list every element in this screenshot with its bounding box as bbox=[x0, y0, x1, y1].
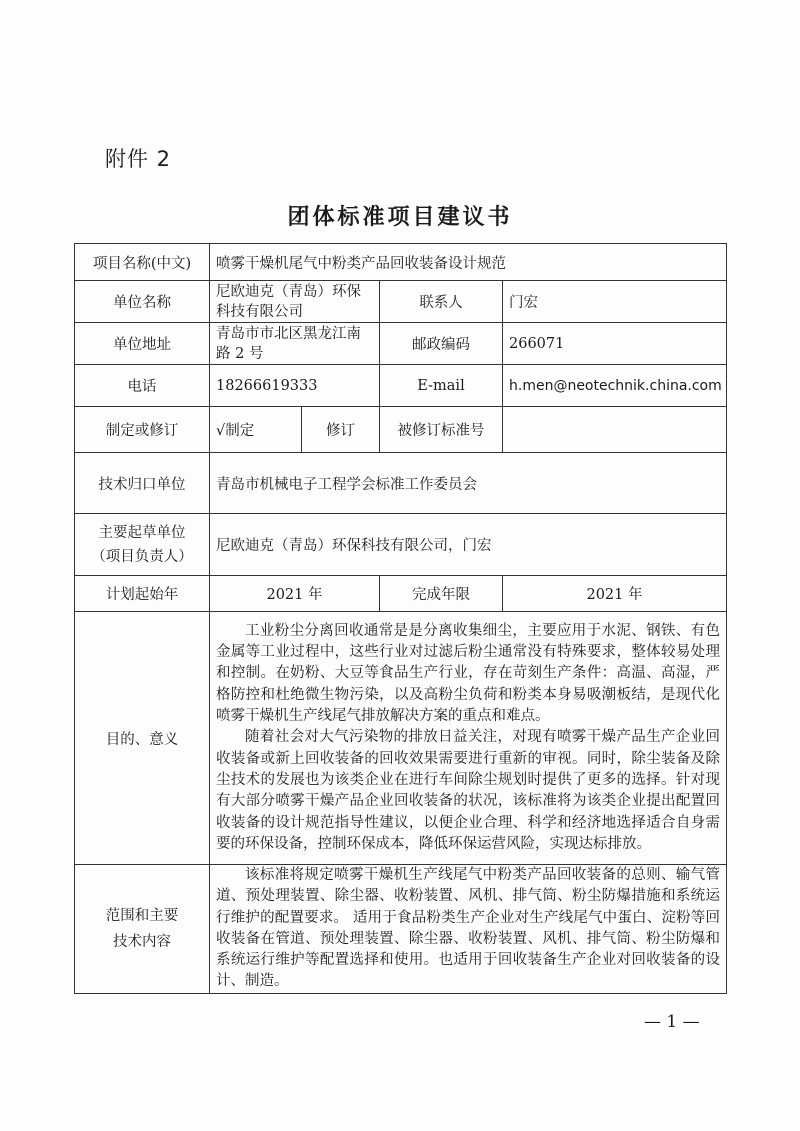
plan-start-value: 2021 年 bbox=[210, 576, 380, 612]
row-tech-unit bbox=[75, 453, 727, 514]
scope-label bbox=[75, 865, 210, 994]
row-scope bbox=[75, 865, 727, 994]
contact-value: 门宏 bbox=[503, 281, 727, 323]
purpose-paragraph-1: 工业粉尘分离回收通常是是分离收集细尘，主要应用于水泥、钢铁、有色金属等工业过程中，这些行业对过滤后粉尘通常没有特殊要求，整体较易处理和控制。在奶粉、大豆等食品生产行业，存在苛刻生产条件：高温、高湿，严格防控和杜绝微生物污染，以及高粉尘负荷和粉类本身易吸潮板结，是现代化喷雾干燥机生产线尾气排放解决方案的重点和难点。 bbox=[216, 622, 720, 725]
row-address bbox=[75, 323, 727, 365]
email-label: E-mail bbox=[380, 365, 503, 407]
revise-option-create: √制定 bbox=[210, 407, 302, 453]
revise-option-revise: 修订 bbox=[302, 407, 380, 453]
postcode-label: 邮政编码 bbox=[380, 323, 503, 365]
drafter-label bbox=[75, 514, 210, 576]
tech-unit-label: 技术归口单位 bbox=[75, 453, 210, 514]
plan-start-label: 计划起始年 bbox=[75, 576, 210, 612]
drafter-label-line2: （项目负责人） bbox=[91, 548, 193, 565]
scope-content bbox=[210, 865, 727, 994]
project-name-label: 项目名称(中文) bbox=[75, 244, 210, 281]
unit-name-label: 单位名称 bbox=[75, 281, 210, 323]
purpose-content bbox=[210, 612, 727, 865]
scope-paragraph-1: 该标准将规定喷雾干燥机生产线尾气中粉类产品回收装备的总则、输气管道、预处理装置、除尘器、收粉装置、风机、排气筒、粉尘防爆措施和系统运行维护的配置要求。 适用于食品粉类生产企业对生产线尾气中蛋白、淀粉等回收装备在管道、预处理装置、除尘器、收粉装置、风机、排气筒、粉尘防爆和系统运行维护等配置选择和使用。也适用于回收装备生产企业对回收装备的设计、制造。 bbox=[216, 867, 720, 990]
proposal-form-table bbox=[74, 243, 727, 994]
purpose-paragraph-2: 随着社会对大气污染物的排放日益关注，对现有喷雾干燥产品生产企业回收装备或新上回收装备的回收效果需要进行重新的审视。同时，除尘装备及除尘技术的发展也为该类企业在进行车间除尘规划时提供了更多的选择。针对现有大部分喷雾干燥产品企业回收装备的状况，该标准将为该类企业提出配置回收装备的设计规范指导性建议，以便企业合理、科学和经济地选择适合自身需要的环保设备，控制环保成本，降低环保运营风险，实现达标排放。 bbox=[216, 729, 720, 852]
drafter-value: 尼欧迪克（青岛）环保科技有限公司，门宏 bbox=[210, 514, 727, 576]
phone-value: 18266619333 bbox=[210, 365, 380, 407]
document-title: 团体标准项目建议书 bbox=[287, 205, 513, 230]
row-unit-name bbox=[75, 281, 727, 323]
contact-label: 联系人 bbox=[380, 281, 503, 323]
row-plan bbox=[75, 576, 727, 612]
email-value: h.men@neotechnik.china.com bbox=[503, 365, 727, 407]
page-number: — 1 — bbox=[644, 1012, 700, 1032]
address-value: 青岛市市北区黑龙江南路 2 号 bbox=[210, 323, 380, 365]
address-label: 单位地址 bbox=[75, 323, 210, 365]
revised-std-label: 被修订标准号 bbox=[380, 407, 503, 453]
tech-unit-value: 青岛市机械电子工程学会标准工作委员会 bbox=[210, 453, 727, 514]
attachment-label: 附件 2 bbox=[105, 147, 172, 171]
unit-name-value: 尼欧迪克（青岛）环保科技有限公司 bbox=[210, 281, 380, 323]
row-purpose bbox=[75, 612, 727, 865]
scope-label-line1: 范围和主要 bbox=[105, 907, 179, 924]
row-project-name bbox=[75, 244, 727, 281]
project-name-value: 喷雾干燥机尾气中粉类产品回收装备设计规范 bbox=[210, 244, 727, 281]
postcode-value: 266071 bbox=[503, 323, 727, 365]
revised-std-value bbox=[503, 407, 727, 453]
row-revise bbox=[75, 407, 727, 453]
revise-label: 制定或修订 bbox=[75, 407, 210, 453]
drafter-label-line1: 主要起草单位 bbox=[98, 524, 186, 541]
finish-value: 2021 年 bbox=[503, 576, 727, 612]
row-drafter bbox=[75, 514, 727, 576]
purpose-label: 目的、意义 bbox=[75, 612, 210, 865]
phone-label: 电话 bbox=[75, 365, 210, 407]
row-phone bbox=[75, 365, 727, 407]
scope-label-line2: 技术内容 bbox=[113, 933, 171, 950]
finish-label: 完成年限 bbox=[380, 576, 503, 612]
